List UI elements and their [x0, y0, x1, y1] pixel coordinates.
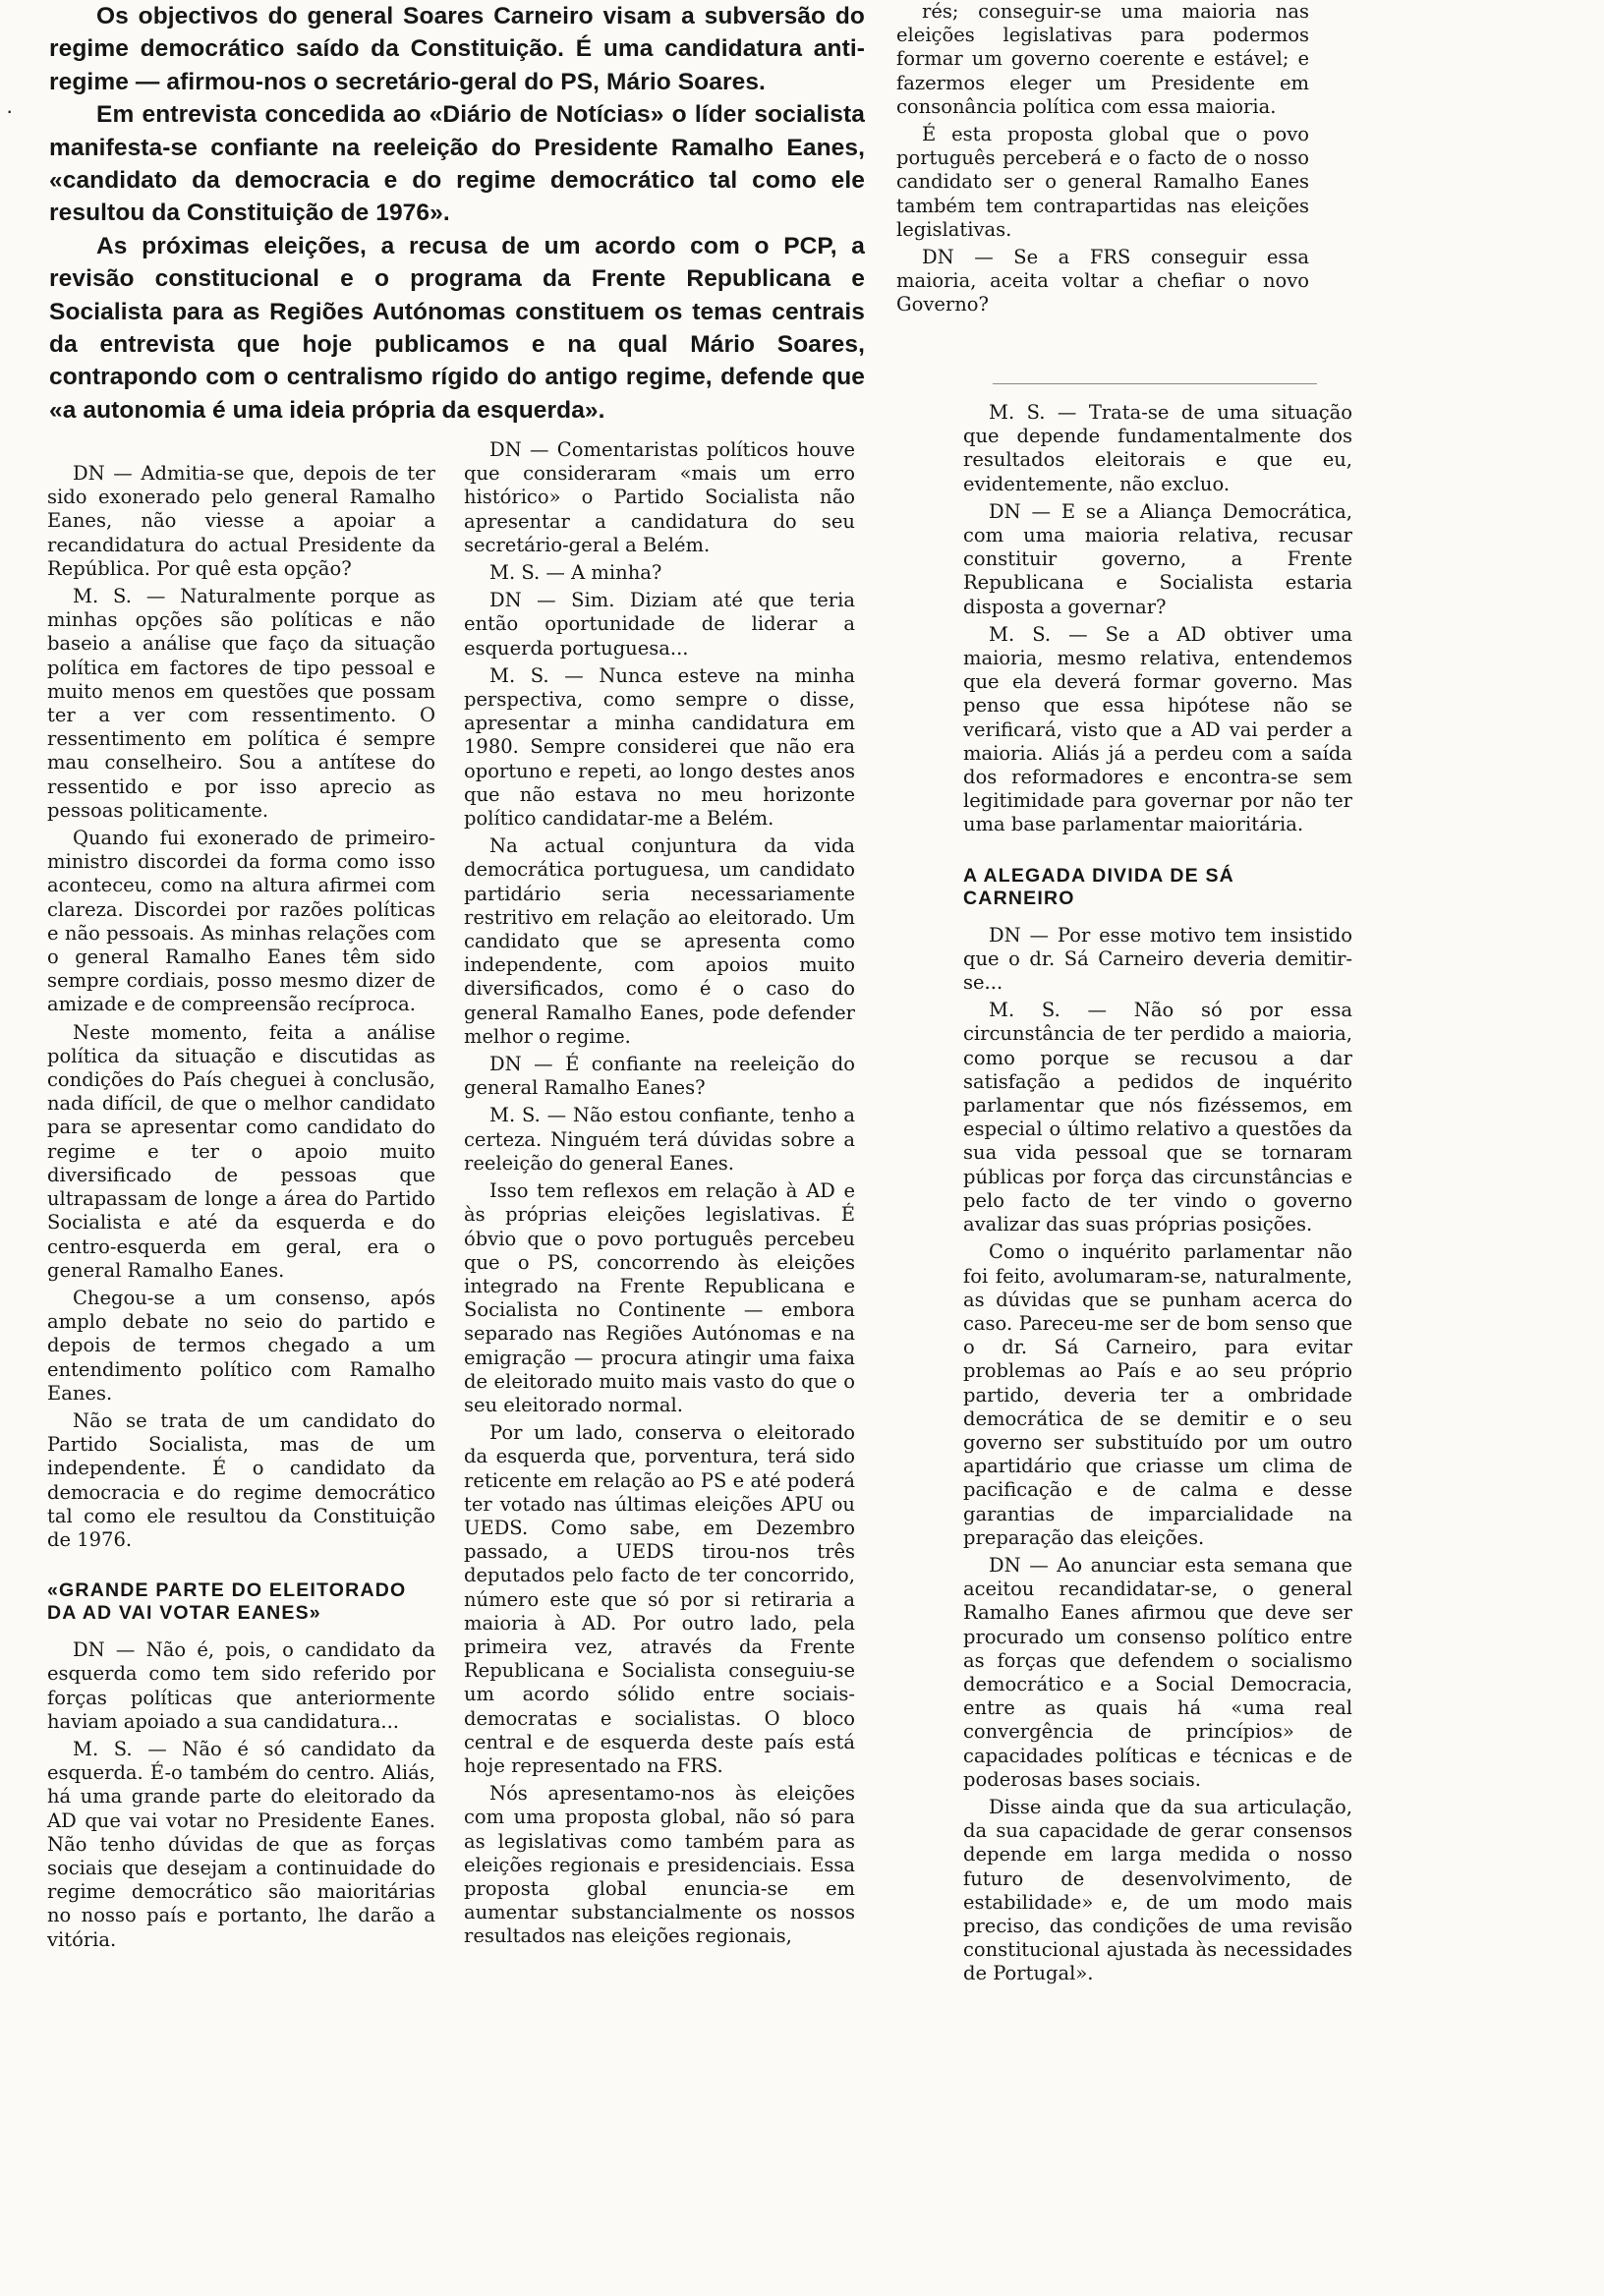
- interview-paragraph: Isso tem reflexos em relação à AD e às próprias eleições legislativas. É óbvio que o povo português percebeu que o PS, concorrendo às eleições integrado na Frente Republicana e Socialista no Continente — embora separado nas Regiões Autónomas e na emigração — procura atingir uma faixa de eleitorado muito mais vasto do que o seu eleitorado normal.: [464, 1179, 855, 1416]
- interview-paragraph: Por um lado, conserva o eleitorado da esquerda que, porventura, terá sido reticente em relação ao PS e até poderá ter votado nas últimas eleições APU ou UEDS. Como sabe, em Dezembro passado, a UEDS tirou-nos três deputados pelo facto de ter concorrido, número este que só por si retiraria a maioria à AD. Por outro lado, pela primeira vez, através da Frente Republicana e Socialista conseguiu-se um acordo sólido entre sociais-democratas e socialistas. O bloco central e de esquerda deste país está hoje representado na FRS.: [464, 1421, 855, 1777]
- interview-paragraph: rés; conseguir-se uma maioria nas eleições legislativas para podermos formar um governo coerente e estável; e fazermos eleger um Presidente em consonância política com essa maioria.: [896, 0, 1309, 118]
- interview-paragraph: Neste momento, feita a análise política da situação e discutidas as condições do País cheguei à conclusão, nada difícil, de que o melhor candidato para se apresentar como candidato do regime e ter o apoio muito diversificado de pessoas que ultrapassam de longe a área do Partido Socialista e até da esquerda e do centro-esquerda em geral, era o general Ramalho Eanes.: [47, 1020, 435, 1282]
- interview-paragraph: Não se trata de um candidato do Partido Socialista, mas de um independente. É o candidato da democracia e do regime democrático tal como ele resultou da Constituição de 1976.: [47, 1408, 435, 1551]
- interview-paragraph: M. S. — Naturalmente porque as minhas opções são políticas e não baseio a análise que faço da situação política em factores de tipo pessoal e muito menos em questões que possam ter a ver com ressentimento. O ressentimento em política é sempre mau conselheiro. Sou a antítese do ressentido e por isso aprecio as pessoas politicamente.: [47, 585, 435, 822]
- interview-paragraph: M. S. — A minha?: [489, 561, 662, 585]
- lead-paragraph: Em entrevista concedida ao «Diário de Notícias» o líder socialista manifesta-se confiante na reeleição do Presidente Ramalho Eanes, «candidato da democracia e do regime democrático tal como ele resultou da Constituição de 1976».: [49, 101, 865, 227]
- column-3-top: [896, 0, 1309, 321]
- interview-paragraph: Nós apresentamo-nos às eleições com uma proposta global, não só para as legislativas como também para as eleições regionais e presidenciais. Essa proposta global enuncia-se em aumentar substancialmente os nossos resultados nas eleições regionais,: [464, 1782, 855, 1948]
- interview-paragraph: M. S. — Não é só candidato da esquerda. É-o também do centro. Aliás, há uma grande parte do eleitorado da AD que vai votar no Presidente Eanes. Não tenho dúvidas de que as forças sociais que desejam a continuidade do regime democrático são maioritárias no nosso país e portanto, lhe darão a vitória.: [47, 1737, 435, 1951]
- lead-paragraph: Os objectivos do general Soares Carneiro visam a subversão do regime democrático saído da Constituição. É uma candidatura anti-regime — afirmou-nos o secretário-geral do PS, Mário Soares.: [49, 3, 865, 95]
- interview-paragraph: DN — É confiante na reeleição do general Ramalho Eanes?: [464, 1053, 855, 1100]
- interview-paragraph: DN — Admitia-se que, depois de ter sido exonerado pelo general Ramalho Eanes, não viesse a apoiar a recandidatura do actual Presidente da República. Por quê esta opção?: [47, 462, 435, 580]
- column-3: [963, 401, 1352, 1990]
- interview-paragraph: Na actual conjuntura da vida democrática portuguesa, um candidato partidário seria necessariamente restritivo em relação ao eleitorado. Um candidato que se apresenta como independente, com apoios muito diversificados, como é o caso do general Ramalho Eanes, pode defender melhor o regime.: [464, 834, 855, 1048]
- interview-paragraph: M. S. — Não estou confiante, tenho a certeza. Ninguém terá dúvidas sobre a reeleição do general Eanes.: [464, 1104, 855, 1175]
- interview-paragraph: M. S. — Nunca esteve na minha perspectiva, como sempre o disse, apresentar a minha candidatura em 1980. Sempre considerei que não era oportuno e repeti, ao longo destes anos que não estava no meu horizonte político candidatar-me a Belém.: [464, 663, 855, 831]
- interview-paragraph: DN — Se a FRS conseguir essa maioria, aceita voltar a chefiar o novo Governo?: [896, 246, 1309, 316]
- interview-paragraph: DN — Sim. Diziam até que teria então oportunidade de liderar a esquerda portuguesa...: [464, 589, 855, 660]
- interview-paragraph: Disse ainda que da sua articulação, da sua capacidade de gerar consensos depende em larga medida o nosso futuro de desenvolvimento, de estabilidade» e, de um modo mais preciso, das condições de uma revisão constitucional ajustada às necessidades de Portugal».: [963, 1795, 1352, 1985]
- interview-paragraph: M. S. — Trata-se de uma situação que depende fundamentalmente dos resultados eleitorais e que eu, evidentemente, não excluo.: [963, 401, 1352, 495]
- interview-paragraph: Como o inquérito parlamentar não foi feito, avolumaram-se, naturalmente, as dúvidas que se punham acerca do caso. Pareceu-me ser de bom senso que o dr. Sá Carneiro, para evitar problemas ao País e ao seu próprio partido, deveria ter a ombridade democrática de se demitir e o seu governo ser substituído por um outro apartidário que criasse um clima de pacificação e de calma e desse garantias de imparcialidade na preparação das eleições.: [963, 1240, 1352, 1549]
- section-heading: A ALEGADA DIVIDA DE SÁ CARNEIRO: [963, 864, 1234, 909]
- interview-paragraph: Chegou-se a um consenso, após amplo debate no seio do partido e depois de termos chegado a um entendimento político com Ramalho Eanes.: [47, 1286, 435, 1405]
- interview-paragraph: DN — Por esse motivo tem insistido que o dr. Sá Carneiro deveria demitir-se...: [963, 923, 1352, 995]
- interview-paragraph: DN — Não é, pois, o candidato da esquerda como tem sido referido por forças políticas que anteriormente haviam apoiado a sua candidatura...: [47, 1638, 435, 1733]
- lead-paragraph: As próximas eleições, a recusa de um acordo com o PCP, a revisão constitucional e o programa da Frente Republicana e Socialista para as Regiões Autónomas constituem os temas centrais da entrevista que hoje publicamos e na qual Mário Soares, contrapondo com o centralismo rígido do antigo regime, defende que «a autonomia é uma ideia própria da esquerda».: [49, 232, 865, 424]
- column-2: [464, 438, 855, 1953]
- section-heading: «GRANDE PARTE DO ELEITORADO DA AD VAI VOTAR EANES»: [47, 1579, 407, 1625]
- interview-paragraph: DN — Ao anunciar esta semana que aceitou recandidatar-se, o general Ramalho Eanes afirmou que deve ser procurado um consenso político entre as forças que defendem o socialismo democrático e a Social Democracia, entre as quais há «uma real convergência de princípios» de capacidades políticas e técnicas e de poderosas bases sociais.: [963, 1553, 1352, 1791]
- interview-paragraph: M. S. — Se a AD obtiver uma maioria, mesmo relativa, entendemos que ela deverá formar governo. Mas penso que essa hipótese não se verificará, visto que a AD vai perder a maioria. Aliás já a perdeu com a saída dos reformadores e encontra-se sem legitimidade para governar por não ter uma base parlamentar maioritária.: [963, 622, 1352, 836]
- column-divider-rule: [993, 383, 1317, 384]
- lead-intro: [49, 0, 865, 427]
- interview-paragraph: Quando fui exonerado de primeiro-ministro discordei da forma como isso aconteceu, como na altura afirmei com clareza. Discordei por razões políticas e não pessoais. As minhas relações com o general Ramalho Eanes têm sido sempre cordiais, posso mesmo dizer de amizade e de compreensão recíproca.: [47, 827, 435, 1016]
- interview-paragraph: DN — Comentaristas políticos houve que consideraram «mais um erro histórico» o Partido Socialista não apresentar a candidatura do seu secretário-geral a Belém.: [464, 438, 855, 556]
- margin-mark: ·: [6, 98, 14, 123]
- column-1: [47, 462, 435, 1956]
- interview-paragraph: M. S. — Não só por essa circunstância de ter perdido a maioria, como porque se recusou a dar satisfação a pedidos de inquérito parlamentar que nós fizéssemos, em especial o último relativo a questões da sua vida pessoal que se tornaram públicas por força das circunstâncias e pelo facto de ter vindo o governo avalizar das suas próprias posições.: [963, 999, 1352, 1236]
- interview-paragraph: É esta proposta global que o povo português perceberá e o facto de o nosso candidato ser o general Ramalho Eanes também tem contrapartidas nas eleições legislativas.: [896, 123, 1309, 241]
- interview-paragraph: DN — E se a Aliança Democrática, com uma maioria relativa, recusar constituir governo, a Frente Republicana e Socialista estaria disposta a governar?: [963, 499, 1352, 618]
